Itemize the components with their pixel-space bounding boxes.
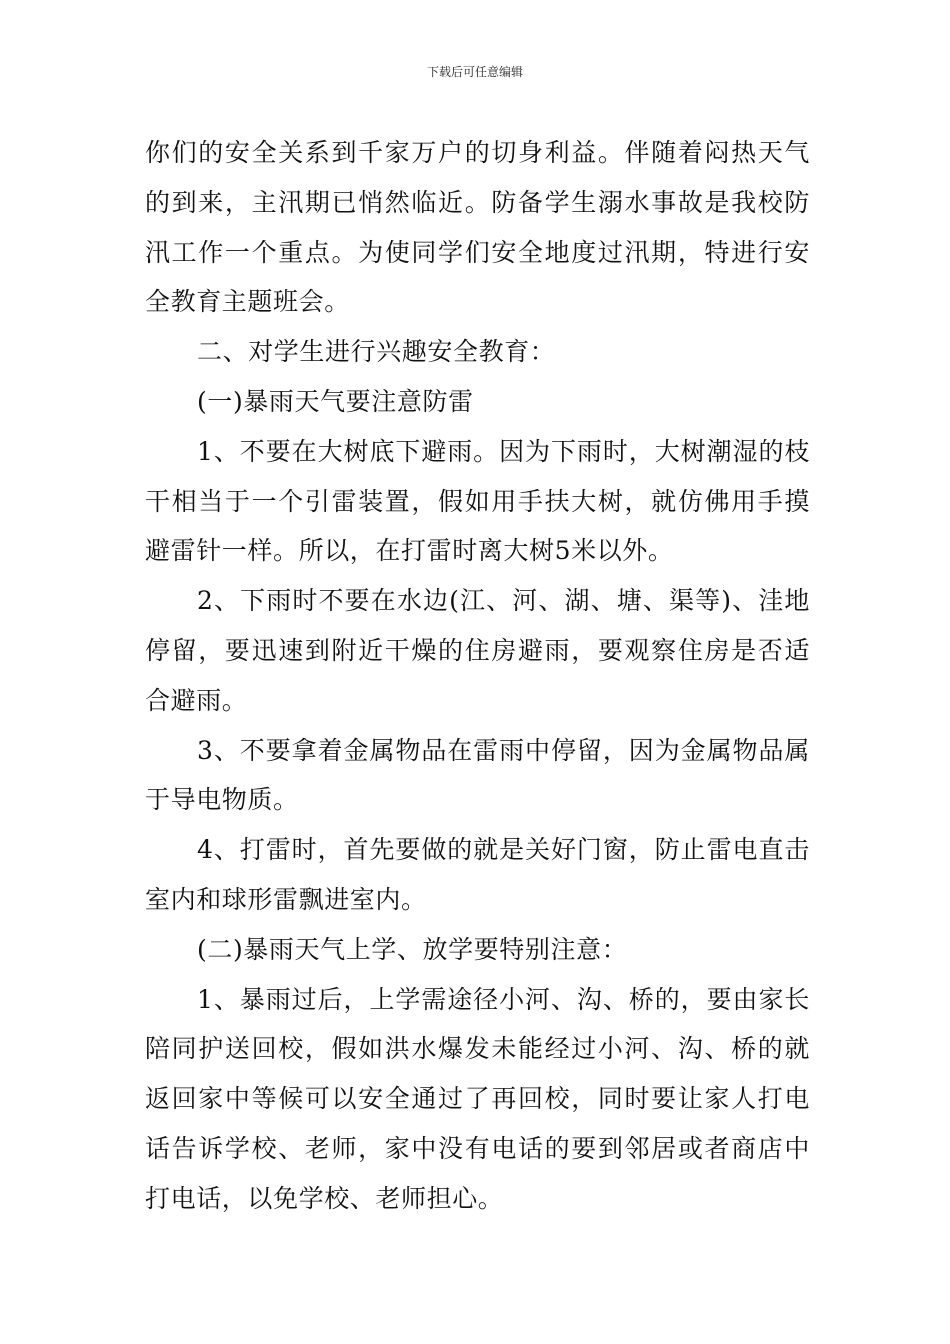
page-header: 下载后可任意编辑	[426, 65, 523, 79]
list-item-commute-1: 1、暴雨过后，上学需途径小河、沟、桥的，要由家长陪同护送回校，假如洪水爆发未能经过小河、沟、桥的就返回家中等候可以安全通过了再回校，同时要让家人打电话告诉学校、老师，家中没有电话的要到邻居或者商店中打电话，以免学校、老师担心。	[145, 984, 810, 1213]
list-item-lightning-1: 1、不要在大树底下避雨。因为下雨时，大树潮湿的枝干相当于一个引雷装置，假如用手扶大树，就仿佛用手摸避雷针一样。所以，在打雷时离大树5米以外。	[145, 436, 810, 566]
subsection-heading-lightning: (一)暴雨天气要注意防雷	[197, 386, 474, 416]
section-heading-two: 二、对学生进行兴趣安全教育：	[197, 337, 556, 367]
paragraph-intro: 你们的安全关系到千家万户的切身利益。伴随着闷热天气的到来，主汛期已悄然临近。防备学生溺水事故是我校防汛工作一个重点。为使同学们安全地度过汛期，特进行安全教育主题班会。	[145, 138, 810, 317]
list-item-lightning-4: 4、打雷时，首先要做的就是关好门窗，防止雷电直击室内和球形雷飘进室内。	[145, 835, 810, 914]
list-item-lightning-2: 2、下雨时不要在水边(江、河、湖、塘、渠等)、洼地停留，要迅速到附近干燥的住房避雨，要观察住房是否适合避雨。	[145, 586, 810, 715]
subsection-heading-commute: (二)暴雨天气上学、放学要特别注意：	[197, 934, 628, 964]
list-item-lightning-3: 3、不要拿着金属物品在雷雨中停留，因为金属物品属于导电物质。	[145, 735, 810, 815]
document-body	[145, 128, 810, 1224]
